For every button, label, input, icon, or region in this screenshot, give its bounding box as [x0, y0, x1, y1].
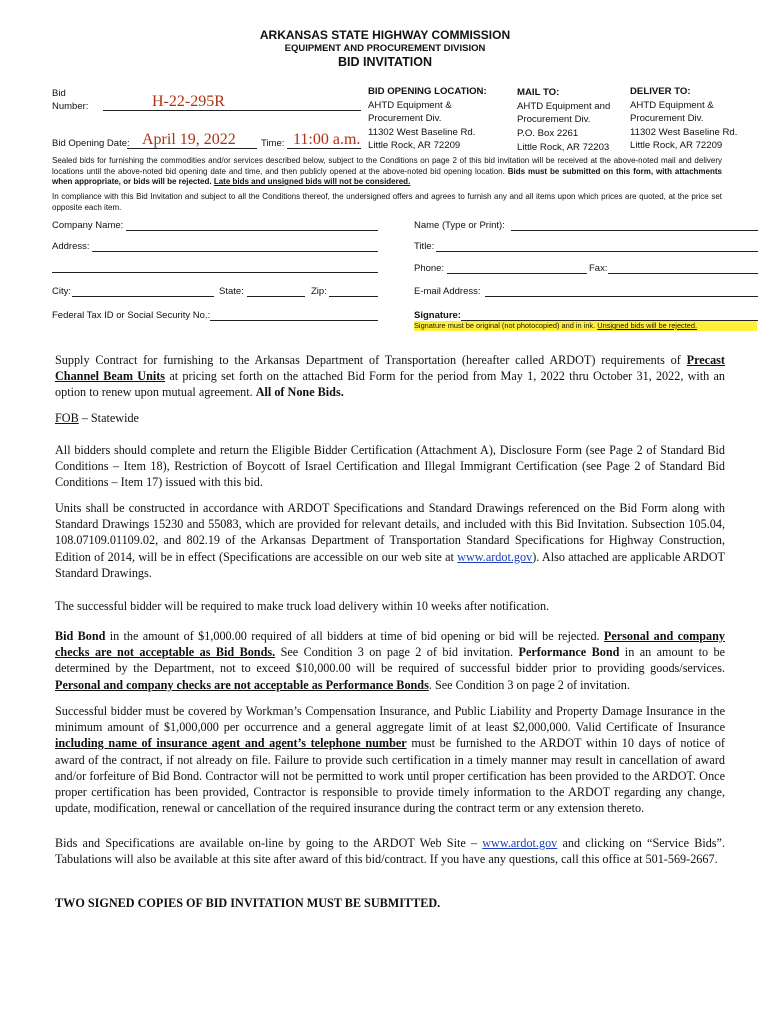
name-print-field[interactable]	[511, 230, 758, 231]
state-label: State:	[219, 286, 244, 297]
deliver-to-line: Little Rock, AR 72209	[630, 140, 723, 151]
mail-to-address	[517, 86, 610, 155]
bid-opening-location-heading: BID OPENING LOCATION:	[368, 86, 487, 97]
mail-to-line: AHTD Equipment and	[517, 100, 611, 112]
name-print-label: Name (Type or Print):	[414, 220, 505, 231]
compliance-notice: In compliance with this Bid Invitation and subject to all the Conditions thereof, the undersigned offers and agrees to furnish any and all items upon which prices are quoted, at the price set opposite each item.	[52, 192, 722, 212]
title-label: Title:	[414, 241, 435, 252]
units-paragraph: Units shall be constructed in accordance with ARDOT Specifications and Standard Drawings referenced on the Bid Form along with Standard Drawings 15230 and 55083, which are provided for relevant details, and included with this Bid Invitation. Subsection 105.04, 108.07109.01109.02, and 802.19 of the Arkansas Department of Transportation Standard Specifications for Highway Construction, Edition of 2014, will be in effect (Specifications are accessible on our web site at www.ardot.gov). Also attached are applicable ARDOT Standard Drawings.	[55, 501, 725, 580]
bid-number-label-1: Bid	[52, 88, 66, 99]
deliver-to-line: 11302 West Baseline Rd.	[630, 126, 738, 138]
deliver-to-line: Procurement Div.	[630, 113, 704, 124]
page-title: BID INVITATION	[338, 55, 432, 69]
zip-label: Zip:	[311, 286, 327, 297]
web-site-paragraph: Bids and Specifications are available on-line by going to the ARDOT Web Site – www.ardot.gov and clicking on “Service Bids”. Tabulations will also be available at this site after award of this bid/contract. If you have any questions, call this office at 501-569-2667.	[55, 836, 725, 867]
signature-label: Signature:	[414, 310, 461, 321]
federal-tax-field[interactable]	[210, 320, 378, 321]
commission-title: ARKANSAS STATE HIGHWAY COMMISSION	[259, 28, 511, 42]
city-field[interactable]	[72, 296, 214, 297]
bid-opening-location	[368, 85, 487, 153]
state-field[interactable]	[247, 296, 305, 297]
supply-contract-paragraph: Supply Contract for furnishing to the Arkansas Department of Transportation (hereafter called ARDOT) requirements of Precast Channel Beam Units at pricing set forth on the attached Bid Form for the period from May 1, 2022 thru October 31, 2022, with an option to renew upon mutual agreement. All of None Bids.	[55, 353, 726, 400]
phone-label: Phone:	[414, 263, 445, 274]
email-field[interactable]	[485, 296, 758, 297]
fax-field[interactable]	[608, 273, 758, 274]
fax-label: Fax:	[589, 263, 608, 274]
company-name-label: Company Name:	[52, 220, 124, 231]
ardot-web-link[interactable]: www.ardot.gov	[482, 836, 558, 850]
two-copies-notice: TWO SIGNED COPIES OF BID INVITATION MUST BE SUBMITTED.	[55, 896, 441, 910]
phone-field[interactable]	[447, 273, 587, 274]
signature-note: Signature must be original (not photocopied) and in ink. Unsigned bids will be rejected.	[414, 321, 757, 331]
bid-opening-location-line: AHTD Equipment &	[368, 99, 452, 111]
federal-tax-label: Federal Tax ID or Social Security No.:	[52, 310, 211, 321]
division-title: EQUIPMENT AND PROCUREMENT DIVISION	[284, 43, 486, 54]
delivery-paragraph: The successful bidder will be required to make truck load delivery within 10 weeks after notification.	[55, 599, 550, 613]
title-field[interactable]	[436, 251, 758, 252]
mail-to-line: P.O. Box 2261	[517, 128, 579, 140]
bid-opening-location-line: Procurement Div.	[368, 113, 442, 124]
deliver-to-heading: DELIVER TO:	[630, 86, 691, 97]
city-label: City:	[52, 286, 71, 297]
fob-line: FOB – Statewide	[55, 411, 139, 425]
address-label: Address:	[52, 241, 90, 252]
zip-field[interactable]	[329, 296, 378, 297]
bidders-paragraph: All bidders should complete and return the Eligible Bidder Certification (Attachment A), Disclosure Form (see Page 2 of Standard Bid Conditions – Item 18), Restriction of Boycott of Israel Certification and Illegal Immigrant Certification (see Page 2 of Standard Bid Conditions – Item 17) issued with this bid.	[55, 443, 725, 490]
mail-to-line: Procurement Div.	[517, 114, 591, 126]
bid-opening-date-label: Bid Opening Date:	[52, 138, 130, 149]
sealed-bids-notice: Sealed bids for furnishing the commodities and/or services described below, subject to the Conditions on page 2 of this bid invitation will be received at the above-noted mail and delivery locations until the above-noted bid opening date and time, and then publicly opened at the above-noted bid opening location. Bids must be submitted on this form, with attachments when appropriate, or bids will be rejected. Late bids and unsigned bids will not be considered.	[52, 156, 722, 186]
mail-to-line: Little Rock, AR 72203	[517, 141, 610, 153]
ardot-link[interactable]: www.ardot.gov	[457, 549, 533, 564]
email-label: E-mail Address:	[414, 286, 481, 297]
bid-number-value[interactable]: H-22-295R	[152, 93, 225, 110]
bond-paragraph: Bid Bond in the amount of $1,000.00 required of all bidders at time of bid opening or bid will be rejected. Personal and company checks are not acceptable as Bid Bonds. See Condition 3 on page 2 of bid invitation. Performance Bond in an amount to be determined by the Department, not to exceed $10,000.00 will be required of successful bidder prior to providing goods/services. Personal and company checks are not acceptable as Performance Bonds. See Condition 3 on page 2 of invitation.	[55, 629, 725, 692]
company-name-field[interactable]	[126, 230, 378, 231]
time-label: Time:	[261, 138, 285, 149]
bid-opening-location-line: Little Rock, AR 72209	[368, 140, 461, 151]
address-field[interactable]	[92, 251, 378, 252]
deliver-to-line: AHTD Equipment &	[630, 99, 714, 111]
address-field-2[interactable]	[52, 272, 378, 273]
bid-opening-date-value[interactable]: April 19, 2022	[142, 131, 236, 148]
mail-to-heading: MAIL TO:	[517, 87, 560, 98]
bid-opening-location-line: 11302 West Baseline Rd.	[368, 126, 476, 138]
bid-number-label-2: Number:	[52, 101, 89, 112]
insurance-paragraph: Successful bidder must be covered by Workman’s Compensation Insurance, and Public Liability and Property Damage Insurance in the minimum amount of $1,000,000 per occurrence and a general aggregate limit of at least $2,000,000. Valid Certificate of Insurance including name of insurance agent and agent’s telephone number must be furnished to the ARDOT within 10 days of notice of award of the contract, if not already on file. Failure to provide such certification in a timely manner may result in cancellation of award and/or forfeiture of Bid Bond. Contractor will not be permitted to work until proper certification has been provided to the ARDOT. Once proper certification has been provided, Contractor is responsible to provide timely information to the ARDOT regarding any change, update, modification, renewal or cancellation of the required insurance during the contract term or any extension thereto.	[55, 704, 725, 816]
time-value[interactable]: 11:00 a.m.	[293, 131, 361, 148]
deliver-to-address	[630, 85, 737, 153]
